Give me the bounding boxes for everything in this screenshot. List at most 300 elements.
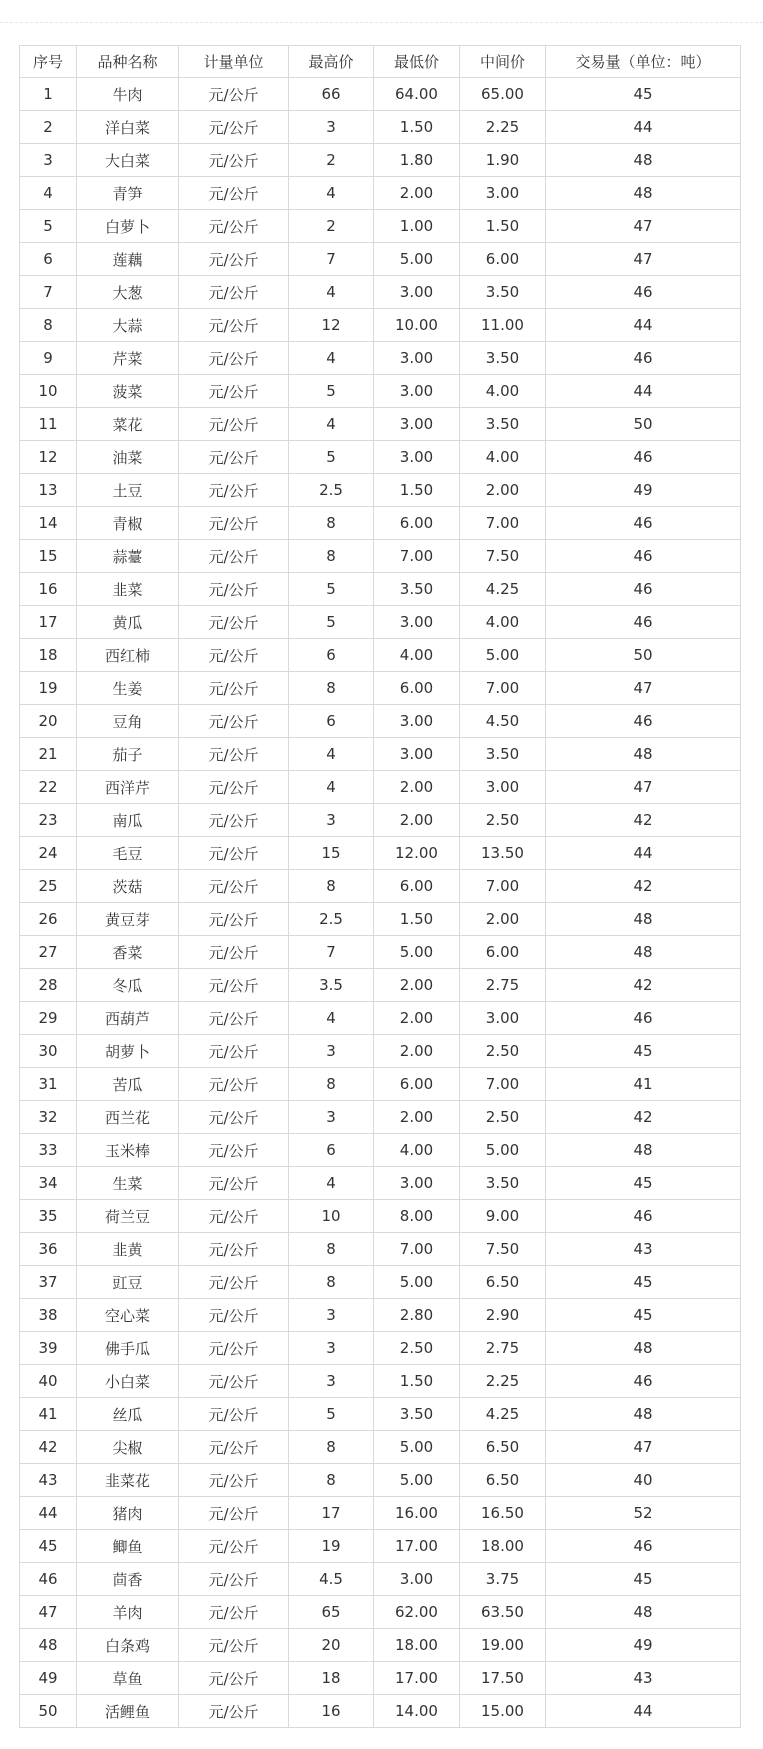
- cell-trade-volume: 45: [546, 1266, 741, 1299]
- cell-highest-price: 15: [289, 837, 374, 870]
- cell-variety-name: 南瓜: [77, 804, 179, 837]
- table-row: [20, 606, 741, 639]
- cell-index: 35: [20, 1200, 77, 1233]
- cell-middle-price: 4.25: [460, 1398, 546, 1431]
- cell-middle-price: 1.50: [460, 210, 546, 243]
- cell-variety-name: 丝瓜: [77, 1398, 179, 1431]
- cell-lowest-price: 8.00: [374, 1200, 460, 1233]
- cell-index: 1: [20, 78, 77, 111]
- cell-variety-name: 西葫芦: [77, 1002, 179, 1035]
- cell-lowest-price: 3.00: [374, 408, 460, 441]
- table-row: [20, 1563, 741, 1596]
- cell-variety-name: 大葱: [77, 276, 179, 309]
- cell-highest-price: 4: [289, 177, 374, 210]
- cell-unit: 元/公斤: [179, 177, 289, 210]
- cell-highest-price: 8: [289, 507, 374, 540]
- cell-middle-price: 2.90: [460, 1299, 546, 1332]
- cell-middle-price: 5.00: [460, 639, 546, 672]
- cell-variety-name: 毛豆: [77, 837, 179, 870]
- table-row: [20, 1596, 741, 1629]
- cell-unit: 元/公斤: [179, 1497, 289, 1530]
- cell-unit: 元/公斤: [179, 408, 289, 441]
- table-row: [20, 1662, 741, 1695]
- cell-trade-volume: 46: [546, 441, 741, 474]
- cell-lowest-price: 1.80: [374, 144, 460, 177]
- cell-lowest-price: 1.00: [374, 210, 460, 243]
- header-index: 序号: [20, 46, 77, 78]
- cell-unit: 元/公斤: [179, 969, 289, 1002]
- header-unit: 计量单位: [179, 46, 289, 78]
- cell-lowest-price: 2.00: [374, 1035, 460, 1068]
- cell-highest-price: 8: [289, 672, 374, 705]
- cell-index: 10: [20, 375, 77, 408]
- table-row: [20, 738, 741, 771]
- cell-index: 34: [20, 1167, 77, 1200]
- table-row: [20, 210, 741, 243]
- cell-highest-price: 12: [289, 309, 374, 342]
- cell-highest-price: 6: [289, 705, 374, 738]
- cell-trade-volume: 49: [546, 474, 741, 507]
- cell-lowest-price: 10.00: [374, 309, 460, 342]
- cell-index: 18: [20, 639, 77, 672]
- cell-index: 3: [20, 144, 77, 177]
- table-row: [20, 177, 741, 210]
- cell-highest-price: 19: [289, 1530, 374, 1563]
- cell-trade-volume: 45: [546, 1167, 741, 1200]
- cell-index: 13: [20, 474, 77, 507]
- cell-highest-price: 17: [289, 1497, 374, 1530]
- cell-lowest-price: 1.50: [374, 474, 460, 507]
- header-middle-price: 中间价: [460, 46, 546, 78]
- cell-unit: 元/公斤: [179, 342, 289, 375]
- cell-lowest-price: 12.00: [374, 837, 460, 870]
- cell-highest-price: 18: [289, 1662, 374, 1695]
- cell-unit: 元/公斤: [179, 1398, 289, 1431]
- cell-variety-name: 荷兰豆: [77, 1200, 179, 1233]
- cell-lowest-price: 17.00: [374, 1662, 460, 1695]
- table-header: [20, 46, 741, 78]
- cell-index: 9: [20, 342, 77, 375]
- cell-middle-price: 3.50: [460, 738, 546, 771]
- cell-variety-name: 小白菜: [77, 1365, 179, 1398]
- cell-unit: 元/公斤: [179, 1101, 289, 1134]
- cell-lowest-price: 62.00: [374, 1596, 460, 1629]
- cell-unit: 元/公斤: [179, 78, 289, 111]
- cell-index: 20: [20, 705, 77, 738]
- cell-middle-price: 63.50: [460, 1596, 546, 1629]
- cell-lowest-price: 64.00: [374, 78, 460, 111]
- table-row: [20, 870, 741, 903]
- table-row: [20, 276, 741, 309]
- cell-variety-name: 空心菜: [77, 1299, 179, 1332]
- cell-index: 15: [20, 540, 77, 573]
- cell-unit: 元/公斤: [179, 309, 289, 342]
- cell-variety-name: 羊肉: [77, 1596, 179, 1629]
- table-row: [20, 1134, 741, 1167]
- cell-trade-volume: 45: [546, 1035, 741, 1068]
- cell-trade-volume: 46: [546, 540, 741, 573]
- cell-highest-price: 5: [289, 375, 374, 408]
- cell-index: 33: [20, 1134, 77, 1167]
- cell-variety-name: 西洋芹: [77, 771, 179, 804]
- cell-trade-volume: 45: [546, 1299, 741, 1332]
- cell-trade-volume: 48: [546, 177, 741, 210]
- cell-variety-name: 苦瓜: [77, 1068, 179, 1101]
- cell-lowest-price: 3.00: [374, 276, 460, 309]
- cell-lowest-price: 3.50: [374, 1398, 460, 1431]
- table-row: [20, 1266, 741, 1299]
- cell-index: 39: [20, 1332, 77, 1365]
- cell-middle-price: 4.25: [460, 573, 546, 606]
- cell-unit: 元/公斤: [179, 606, 289, 639]
- cell-highest-price: 4: [289, 771, 374, 804]
- cell-index: 6: [20, 243, 77, 276]
- cell-middle-price: 3.50: [460, 1167, 546, 1200]
- table-body: [20, 78, 741, 1728]
- cell-highest-price: 8: [289, 1464, 374, 1497]
- cell-lowest-price: 5.00: [374, 1464, 460, 1497]
- cell-lowest-price: 6.00: [374, 870, 460, 903]
- cell-trade-volume: 46: [546, 1002, 741, 1035]
- cell-highest-price: 8: [289, 870, 374, 903]
- cell-lowest-price: 1.50: [374, 1365, 460, 1398]
- cell-highest-price: 5: [289, 573, 374, 606]
- cell-middle-price: 3.00: [460, 177, 546, 210]
- cell-unit: 元/公斤: [179, 1035, 289, 1068]
- table-row: [20, 375, 741, 408]
- cell-index: 8: [20, 309, 77, 342]
- cell-index: 5: [20, 210, 77, 243]
- table-row: [20, 1398, 741, 1431]
- cell-middle-price: 16.50: [460, 1497, 546, 1530]
- cell-trade-volume: 46: [546, 705, 741, 738]
- cell-trade-volume: 44: [546, 111, 741, 144]
- cell-lowest-price: 2.00: [374, 1101, 460, 1134]
- cell-trade-volume: 45: [546, 1563, 741, 1596]
- cell-middle-price: 13.50: [460, 837, 546, 870]
- cell-highest-price: 5: [289, 1398, 374, 1431]
- cell-highest-price: 6: [289, 1134, 374, 1167]
- cell-middle-price: 2.75: [460, 1332, 546, 1365]
- cell-middle-price: 3.00: [460, 1002, 546, 1035]
- cell-lowest-price: 5.00: [374, 1431, 460, 1464]
- cell-middle-price: 7.00: [460, 870, 546, 903]
- table-row: [20, 1464, 741, 1497]
- cell-middle-price: 7.50: [460, 1233, 546, 1266]
- table-row: [20, 1299, 741, 1332]
- cell-trade-volume: 47: [546, 1431, 741, 1464]
- cell-highest-price: 4: [289, 342, 374, 375]
- table-row: [20, 639, 741, 672]
- cell-variety-name: 蒜薹: [77, 540, 179, 573]
- cell-unit: 元/公斤: [179, 1596, 289, 1629]
- cell-variety-name: 西红柿: [77, 639, 179, 672]
- cell-unit: 元/公斤: [179, 936, 289, 969]
- cell-middle-price: 4.00: [460, 606, 546, 639]
- cell-trade-volume: 50: [546, 639, 741, 672]
- cell-middle-price: 3.75: [460, 1563, 546, 1596]
- cell-unit: 元/公斤: [179, 144, 289, 177]
- cell-variety-name: 芹菜: [77, 342, 179, 375]
- cell-highest-price: 3: [289, 1035, 374, 1068]
- cell-middle-price: 5.00: [460, 1134, 546, 1167]
- table-row: [20, 1497, 741, 1530]
- cell-variety-name: 洋白菜: [77, 111, 179, 144]
- cell-index: 4: [20, 177, 77, 210]
- header-trade-volume: 交易量（单位：吨）: [546, 46, 741, 78]
- cell-highest-price: 4: [289, 1167, 374, 1200]
- cell-trade-volume: 42: [546, 870, 741, 903]
- cell-lowest-price: 14.00: [374, 1695, 460, 1728]
- table-row: [20, 1695, 741, 1728]
- cell-index: 17: [20, 606, 77, 639]
- cell-index: 22: [20, 771, 77, 804]
- cell-index: 29: [20, 1002, 77, 1035]
- cell-highest-price: 6: [289, 639, 374, 672]
- cell-trade-volume: 44: [546, 1695, 741, 1728]
- cell-trade-volume: 47: [546, 243, 741, 276]
- cell-highest-price: 8: [289, 1233, 374, 1266]
- cell-middle-price: 2.75: [460, 969, 546, 1002]
- cell-variety-name: 豇豆: [77, 1266, 179, 1299]
- cell-lowest-price: 2.00: [374, 969, 460, 1002]
- cell-highest-price: 5: [289, 441, 374, 474]
- table-row: [20, 672, 741, 705]
- cell-highest-price: 8: [289, 540, 374, 573]
- cell-middle-price: 65.00: [460, 78, 546, 111]
- cell-unit: 元/公斤: [179, 474, 289, 507]
- cell-index: 21: [20, 738, 77, 771]
- cell-lowest-price: 3.00: [374, 441, 460, 474]
- cell-lowest-price: 16.00: [374, 1497, 460, 1530]
- cell-variety-name: 白萝卜: [77, 210, 179, 243]
- table-row: [20, 1035, 741, 1068]
- cell-index: 50: [20, 1695, 77, 1728]
- cell-trade-volume: 47: [546, 210, 741, 243]
- cell-unit: 元/公斤: [179, 1629, 289, 1662]
- table-row: [20, 1365, 741, 1398]
- cell-index: 7: [20, 276, 77, 309]
- cell-trade-volume: 48: [546, 903, 741, 936]
- cell-unit: 元/公斤: [179, 738, 289, 771]
- cell-variety-name: 莲藕: [77, 243, 179, 276]
- cell-lowest-price: 3.00: [374, 705, 460, 738]
- cell-lowest-price: 2.00: [374, 1002, 460, 1035]
- cell-unit: 元/公斤: [179, 1365, 289, 1398]
- cell-index: 46: [20, 1563, 77, 1596]
- cell-lowest-price: 3.00: [374, 375, 460, 408]
- cell-middle-price: 2.25: [460, 111, 546, 144]
- cell-unit: 元/公斤: [179, 1464, 289, 1497]
- cell-unit: 元/公斤: [179, 441, 289, 474]
- table-row: [20, 573, 741, 606]
- cell-index: 12: [20, 441, 77, 474]
- cell-variety-name: 韭黄: [77, 1233, 179, 1266]
- cell-middle-price: 18.00: [460, 1530, 546, 1563]
- cell-trade-volume: 40: [546, 1464, 741, 1497]
- cell-variety-name: 大蒜: [77, 309, 179, 342]
- cell-index: 42: [20, 1431, 77, 1464]
- cell-trade-volume: 42: [546, 1101, 741, 1134]
- cell-variety-name: 草鱼: [77, 1662, 179, 1695]
- cell-unit: 元/公斤: [179, 1563, 289, 1596]
- cell-middle-price: 7.50: [460, 540, 546, 573]
- cell-middle-price: 2.50: [460, 1101, 546, 1134]
- cell-highest-price: 7: [289, 936, 374, 969]
- table-row: [20, 1068, 741, 1101]
- cell-trade-volume: 46: [546, 573, 741, 606]
- cell-index: 44: [20, 1497, 77, 1530]
- cell-unit: 元/公斤: [179, 771, 289, 804]
- table-row: [20, 1233, 741, 1266]
- cell-middle-price: 4.50: [460, 705, 546, 738]
- cell-unit: 元/公斤: [179, 639, 289, 672]
- cell-highest-price: 4: [289, 1002, 374, 1035]
- cell-variety-name: 茄子: [77, 738, 179, 771]
- cell-variety-name: 玉米棒: [77, 1134, 179, 1167]
- cell-index: 41: [20, 1398, 77, 1431]
- cell-lowest-price: 2.00: [374, 177, 460, 210]
- cell-variety-name: 土豆: [77, 474, 179, 507]
- cell-trade-volume: 45: [546, 78, 741, 111]
- cell-middle-price: 19.00: [460, 1629, 546, 1662]
- cell-index: 11: [20, 408, 77, 441]
- cell-variety-name: 尖椒: [77, 1431, 179, 1464]
- cell-middle-price: 6.00: [460, 936, 546, 969]
- cell-middle-price: 3.50: [460, 408, 546, 441]
- cell-middle-price: 2.00: [460, 903, 546, 936]
- cell-variety-name: 黄瓜: [77, 606, 179, 639]
- table-row: [20, 1200, 741, 1233]
- header-row: [20, 46, 741, 78]
- table-row: [20, 144, 741, 177]
- cell-lowest-price: 5.00: [374, 936, 460, 969]
- price-table: [19, 45, 741, 1728]
- cell-variety-name: 菜花: [77, 408, 179, 441]
- cell-middle-price: 15.00: [460, 1695, 546, 1728]
- cell-lowest-price: 3.00: [374, 342, 460, 375]
- cell-middle-price: 11.00: [460, 309, 546, 342]
- cell-trade-volume: 44: [546, 837, 741, 870]
- cell-highest-price: 5: [289, 606, 374, 639]
- cell-highest-price: 4.5: [289, 1563, 374, 1596]
- cell-variety-name: 茨菇: [77, 870, 179, 903]
- cell-index: 47: [20, 1596, 77, 1629]
- cell-highest-price: 2.5: [289, 474, 374, 507]
- cell-lowest-price: 6.00: [374, 672, 460, 705]
- cell-variety-name: 韭菜: [77, 573, 179, 606]
- cell-highest-price: 2: [289, 144, 374, 177]
- cell-lowest-price: 4.00: [374, 639, 460, 672]
- cell-lowest-price: 2.00: [374, 804, 460, 837]
- cell-trade-volume: 46: [546, 342, 741, 375]
- cell-unit: 元/公斤: [179, 1167, 289, 1200]
- cell-highest-price: 3: [289, 1332, 374, 1365]
- cell-lowest-price: 3.00: [374, 1563, 460, 1596]
- cell-variety-name: 生姜: [77, 672, 179, 705]
- cell-trade-volume: 43: [546, 1233, 741, 1266]
- table-row: [20, 936, 741, 969]
- table-row: [20, 1530, 741, 1563]
- cell-trade-volume: 48: [546, 936, 741, 969]
- cell-variety-name: 鲫鱼: [77, 1530, 179, 1563]
- cell-lowest-price: 17.00: [374, 1530, 460, 1563]
- cell-unit: 元/公斤: [179, 1662, 289, 1695]
- cell-highest-price: 4: [289, 276, 374, 309]
- cell-unit: 元/公斤: [179, 1134, 289, 1167]
- cell-lowest-price: 6.00: [374, 1068, 460, 1101]
- cell-index: 48: [20, 1629, 77, 1662]
- cell-trade-volume: 49: [546, 1629, 741, 1662]
- cell-index: 25: [20, 870, 77, 903]
- cell-index: 43: [20, 1464, 77, 1497]
- cell-variety-name: 生菜: [77, 1167, 179, 1200]
- cell-middle-price: 2.25: [460, 1365, 546, 1398]
- table-row: [20, 342, 741, 375]
- cell-unit: 元/公斤: [179, 540, 289, 573]
- cell-middle-price: 3.50: [460, 276, 546, 309]
- cell-highest-price: 10: [289, 1200, 374, 1233]
- cell-index: 36: [20, 1233, 77, 1266]
- cell-unit: 元/公斤: [179, 1299, 289, 1332]
- cell-index: 14: [20, 507, 77, 540]
- cell-middle-price: 2.50: [460, 804, 546, 837]
- cell-variety-name: 西兰花: [77, 1101, 179, 1134]
- cell-highest-price: 3: [289, 804, 374, 837]
- cell-middle-price: 4.00: [460, 441, 546, 474]
- cell-lowest-price: 3.00: [374, 606, 460, 639]
- cell-unit: 元/公斤: [179, 705, 289, 738]
- cell-variety-name: 白条鸡: [77, 1629, 179, 1662]
- cell-lowest-price: 3.00: [374, 1167, 460, 1200]
- cell-middle-price: 6.00: [460, 243, 546, 276]
- cell-lowest-price: 7.00: [374, 540, 460, 573]
- cell-middle-price: 7.00: [460, 672, 546, 705]
- cell-unit: 元/公斤: [179, 1530, 289, 1563]
- cell-highest-price: 2: [289, 210, 374, 243]
- cell-index: 49: [20, 1662, 77, 1695]
- cell-variety-name: 菠菜: [77, 375, 179, 408]
- cell-trade-volume: 50: [546, 408, 741, 441]
- cell-trade-volume: 48: [546, 1134, 741, 1167]
- cell-highest-price: 16: [289, 1695, 374, 1728]
- cell-trade-volume: 48: [546, 1398, 741, 1431]
- cell-highest-price: 3: [289, 111, 374, 144]
- cell-unit: 元/公斤: [179, 210, 289, 243]
- table-row: [20, 507, 741, 540]
- cell-trade-volume: 48: [546, 144, 741, 177]
- cell-variety-name: 茴香: [77, 1563, 179, 1596]
- cell-variety-name: 冬瓜: [77, 969, 179, 1002]
- cell-trade-volume: 46: [546, 1200, 741, 1233]
- cell-variety-name: 青笋: [77, 177, 179, 210]
- cell-lowest-price: 2.00: [374, 771, 460, 804]
- table-row: [20, 1167, 741, 1200]
- cell-unit: 元/公斤: [179, 243, 289, 276]
- cell-lowest-price: 2.80: [374, 1299, 460, 1332]
- table-row: [20, 969, 741, 1002]
- cell-variety-name: 大白菜: [77, 144, 179, 177]
- cell-middle-price: 2.00: [460, 474, 546, 507]
- cell-highest-price: 8: [289, 1431, 374, 1464]
- cell-trade-volume: 46: [546, 1530, 741, 1563]
- table-row: [20, 540, 741, 573]
- table-row: [20, 309, 741, 342]
- cell-unit: 元/公斤: [179, 375, 289, 408]
- cell-index: 30: [20, 1035, 77, 1068]
- cell-highest-price: 3: [289, 1365, 374, 1398]
- cell-trade-volume: 48: [546, 1596, 741, 1629]
